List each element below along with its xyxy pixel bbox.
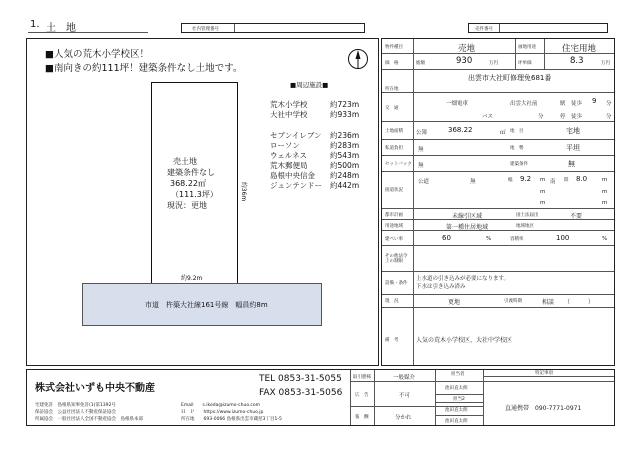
land-cat-label: 地 目 [510,129,524,134]
price-unit: 万円 [489,61,498,66]
shop-4-dist: 約248m [330,171,360,180]
property-no-label: 売件番号 [475,27,493,32]
shop-3-name: 荒木郵便局 [270,161,308,170]
fee-label: 報 酬 [355,415,369,420]
remarks-label: 備 考 [385,338,399,343]
property-no-field [468,23,608,33]
stop-label: 停 徒歩 [560,114,583,120]
road-dir: 南 [550,179,556,185]
road-front-unit-2: m [602,189,608,195]
setback-value: 無 [418,163,424,169]
terrain-label: 地 勢 [510,146,524,151]
sub-label: 担当2 [453,397,465,402]
school-1-dist: 約933m [330,110,360,119]
road-private: 無 [470,179,476,185]
shop-0-name: セブンイレブン [270,131,322,140]
road-width-unit: m [540,177,546,183]
road-width-unit-3: m [540,200,546,206]
shop-4-name: 島根中央信金 [270,171,315,180]
ad-label: 広 告 [355,393,369,398]
bus-unit: 分 [538,114,544,120]
land-cat-value: 宅地 [566,127,580,135]
infra-line-2: 下水は引き込み済み [416,284,466,290]
details-panel [381,38,615,366]
company-no-field [181,23,365,33]
headline-1: ■人気の荒木小学校区！ [45,49,149,60]
walk-value: 9 [592,97,597,105]
map-panel [26,38,379,366]
ad-value: 不可 [399,393,411,399]
conditions-value: 無 [568,160,575,168]
zoning-label: 用途地域 [385,224,403,229]
delivery-label: 引渡時期 [504,299,522,304]
type-label: 物件種目 [385,45,403,50]
lot-outline [151,82,238,287]
shop-1-dist: 約283m [330,141,360,150]
far-pct: % [602,236,608,242]
header-underline [28,32,148,33]
city-plan-label: 都市計画 [385,213,403,218]
far-value: 100 [556,234,570,242]
road-front-label: 間 [564,178,569,183]
road [82,283,322,326]
bcr-label: 建ぺい率 [385,237,403,242]
section-number: 1. [30,19,40,30]
bcr-pct: % [486,236,492,242]
fee-value: 分かれ [395,415,412,421]
shop-1-name: ローソン [270,141,300,150]
area-value: 368.22 [448,126,473,134]
lot-line-4: （111.3坪） [171,190,218,199]
person-1: 池田直太朗 [445,386,468,391]
address-value: 出雲市大社町修理免681番 [468,74,552,82]
traffic-label: 交 通 [385,106,399,111]
other-zone-label: 地域地区 [516,224,534,229]
company-assoc-2: 所属協会 一般社団法人全国不動産協会 島根県本部 [35,417,143,422]
company-license: 宅建免許 島根県知事免許(1)第1392号 [35,403,116,408]
price-prefix: 総額 [416,61,425,66]
type-value: 売地 [458,44,476,54]
shop-2-name: ウェルネス [270,151,307,160]
private-road-label: 私道負担 [385,146,403,151]
road-width-unit-2: m [540,189,546,195]
memo-label: 特記事項 [535,371,553,376]
company-name: 株式会社いずも中央不動産 [35,383,155,394]
walk-label: 駅 徒歩 [560,101,583,107]
price-label: 価 格 [385,61,399,66]
area-prefix: 公簿 [416,130,428,136]
delivery-paren: （ ） [564,299,595,306]
tsubo-unit: 万円 [601,61,610,66]
current-label: 現 況 [385,299,399,304]
company-fax: FAX 0853-31-5056 [259,388,343,398]
road-front-unit-3: m [602,200,608,206]
private-road-value: 無 [418,147,424,153]
company-no-label: 社内管理番号 [192,27,219,32]
lot-line-1: 売土地 [173,157,197,166]
road-front: 8.0 [576,175,588,183]
terrain-value: 平坦 [566,144,580,152]
bus-label: バス [482,114,494,120]
area-label: 土地面積 [385,129,403,134]
rail-line: 一畑電車 [446,101,469,107]
usage-value: 住宅用地 [562,44,597,54]
city-plan-value: 未線引区域 [452,213,483,220]
company-email: Email s.ikeda@izumo-chuo.com [181,403,261,408]
road-type: 公道 [418,179,430,185]
shop-2-dist: 約543m [330,151,360,160]
tsubo-value: 8.3 [570,56,584,66]
school-1-name: 大社中学校 [270,110,308,119]
lot-line-3: 368.22㎡ [170,179,206,188]
deal-label: 取引態様 [353,375,371,380]
school-0-name: 荒木小学校 [270,100,308,109]
person-label: 担当者 [451,372,465,377]
company-hp: Ｈ Ｐ https://www.izumo-chuo.jp [181,410,264,415]
road-label: 市道 杵築大社線161号線 幅員約8m [145,301,268,309]
company-tel: TEL 0853-31-5055 [259,374,342,384]
shop-3-dist: 約500m [330,161,360,170]
land-law-value: 不要 [570,213,583,220]
nearby-title: ■周辺施設■ [290,81,329,89]
side-depth: 約36m [240,181,248,202]
deal-value: 一般媒介 [393,375,416,381]
conditions-label: 建築条件 [510,162,528,167]
setback-label: セットバック [385,162,412,167]
road-width: 9.2 [520,175,532,183]
frontage: 約9.2m [181,275,203,282]
usage-label: 画地用途 [518,45,536,50]
walk-unit: 分 [606,101,612,107]
area-unit: ㎡ [500,130,506,136]
school-0-dist: 約723m [330,100,360,109]
bcr-value: 60 [442,234,451,242]
tsubo-label: 坪単価 [518,61,532,66]
price-value: 930 [456,56,473,66]
road-front-unit: m [602,177,608,183]
infra-line-1: 上水道の引き込みが必要になります。 [416,276,510,282]
person-3: 池田直太朗 [445,419,468,424]
remarks-value: 人気の荒木小学校区、大社中学校区 [416,337,513,344]
far-label: 容積率 [510,237,524,242]
footer [26,369,615,426]
north-arrow-icon [347,48,369,70]
address-label: 所在地 [385,87,399,92]
land-law-label: 国土法届出 [516,213,539,218]
person-2: 池田直太朗 [445,408,468,413]
lot-line-2: 建築条件なし [167,168,215,177]
other-label: その他法令上の制限 [385,254,408,264]
shop-5-dist: 約442m [330,181,360,190]
direct-tel: 直通携帯 090-7771-0971 [505,405,582,412]
shop-0-dist: 約236m [330,131,360,140]
road-width-label: 幅 [508,178,513,183]
infra-label: 設備・条件 [385,281,408,286]
road-label: 接道状況 [385,188,403,193]
section-title: 土 地 [46,23,76,34]
current-value: 更地 [448,299,461,306]
headline-2: ■南向きの約111坪！建築条件なし土地です。 [45,63,243,74]
station: 出雲大社前 [510,101,538,107]
shop-5-name: ジュンテンドー [270,181,322,190]
zoning-value: 第一種住居地域 [446,224,489,231]
company-address: 所在地 693-0066 島根県出雲市蔵慈3丁目1-5 [181,417,282,422]
lot-line-5: 現況：更地 [167,201,207,210]
stop-unit: 分 [606,114,612,120]
company-assoc-1: 保証協会 公益社団法人不動産保証協会 [35,410,116,415]
delivery-value: 相談 [542,299,555,306]
